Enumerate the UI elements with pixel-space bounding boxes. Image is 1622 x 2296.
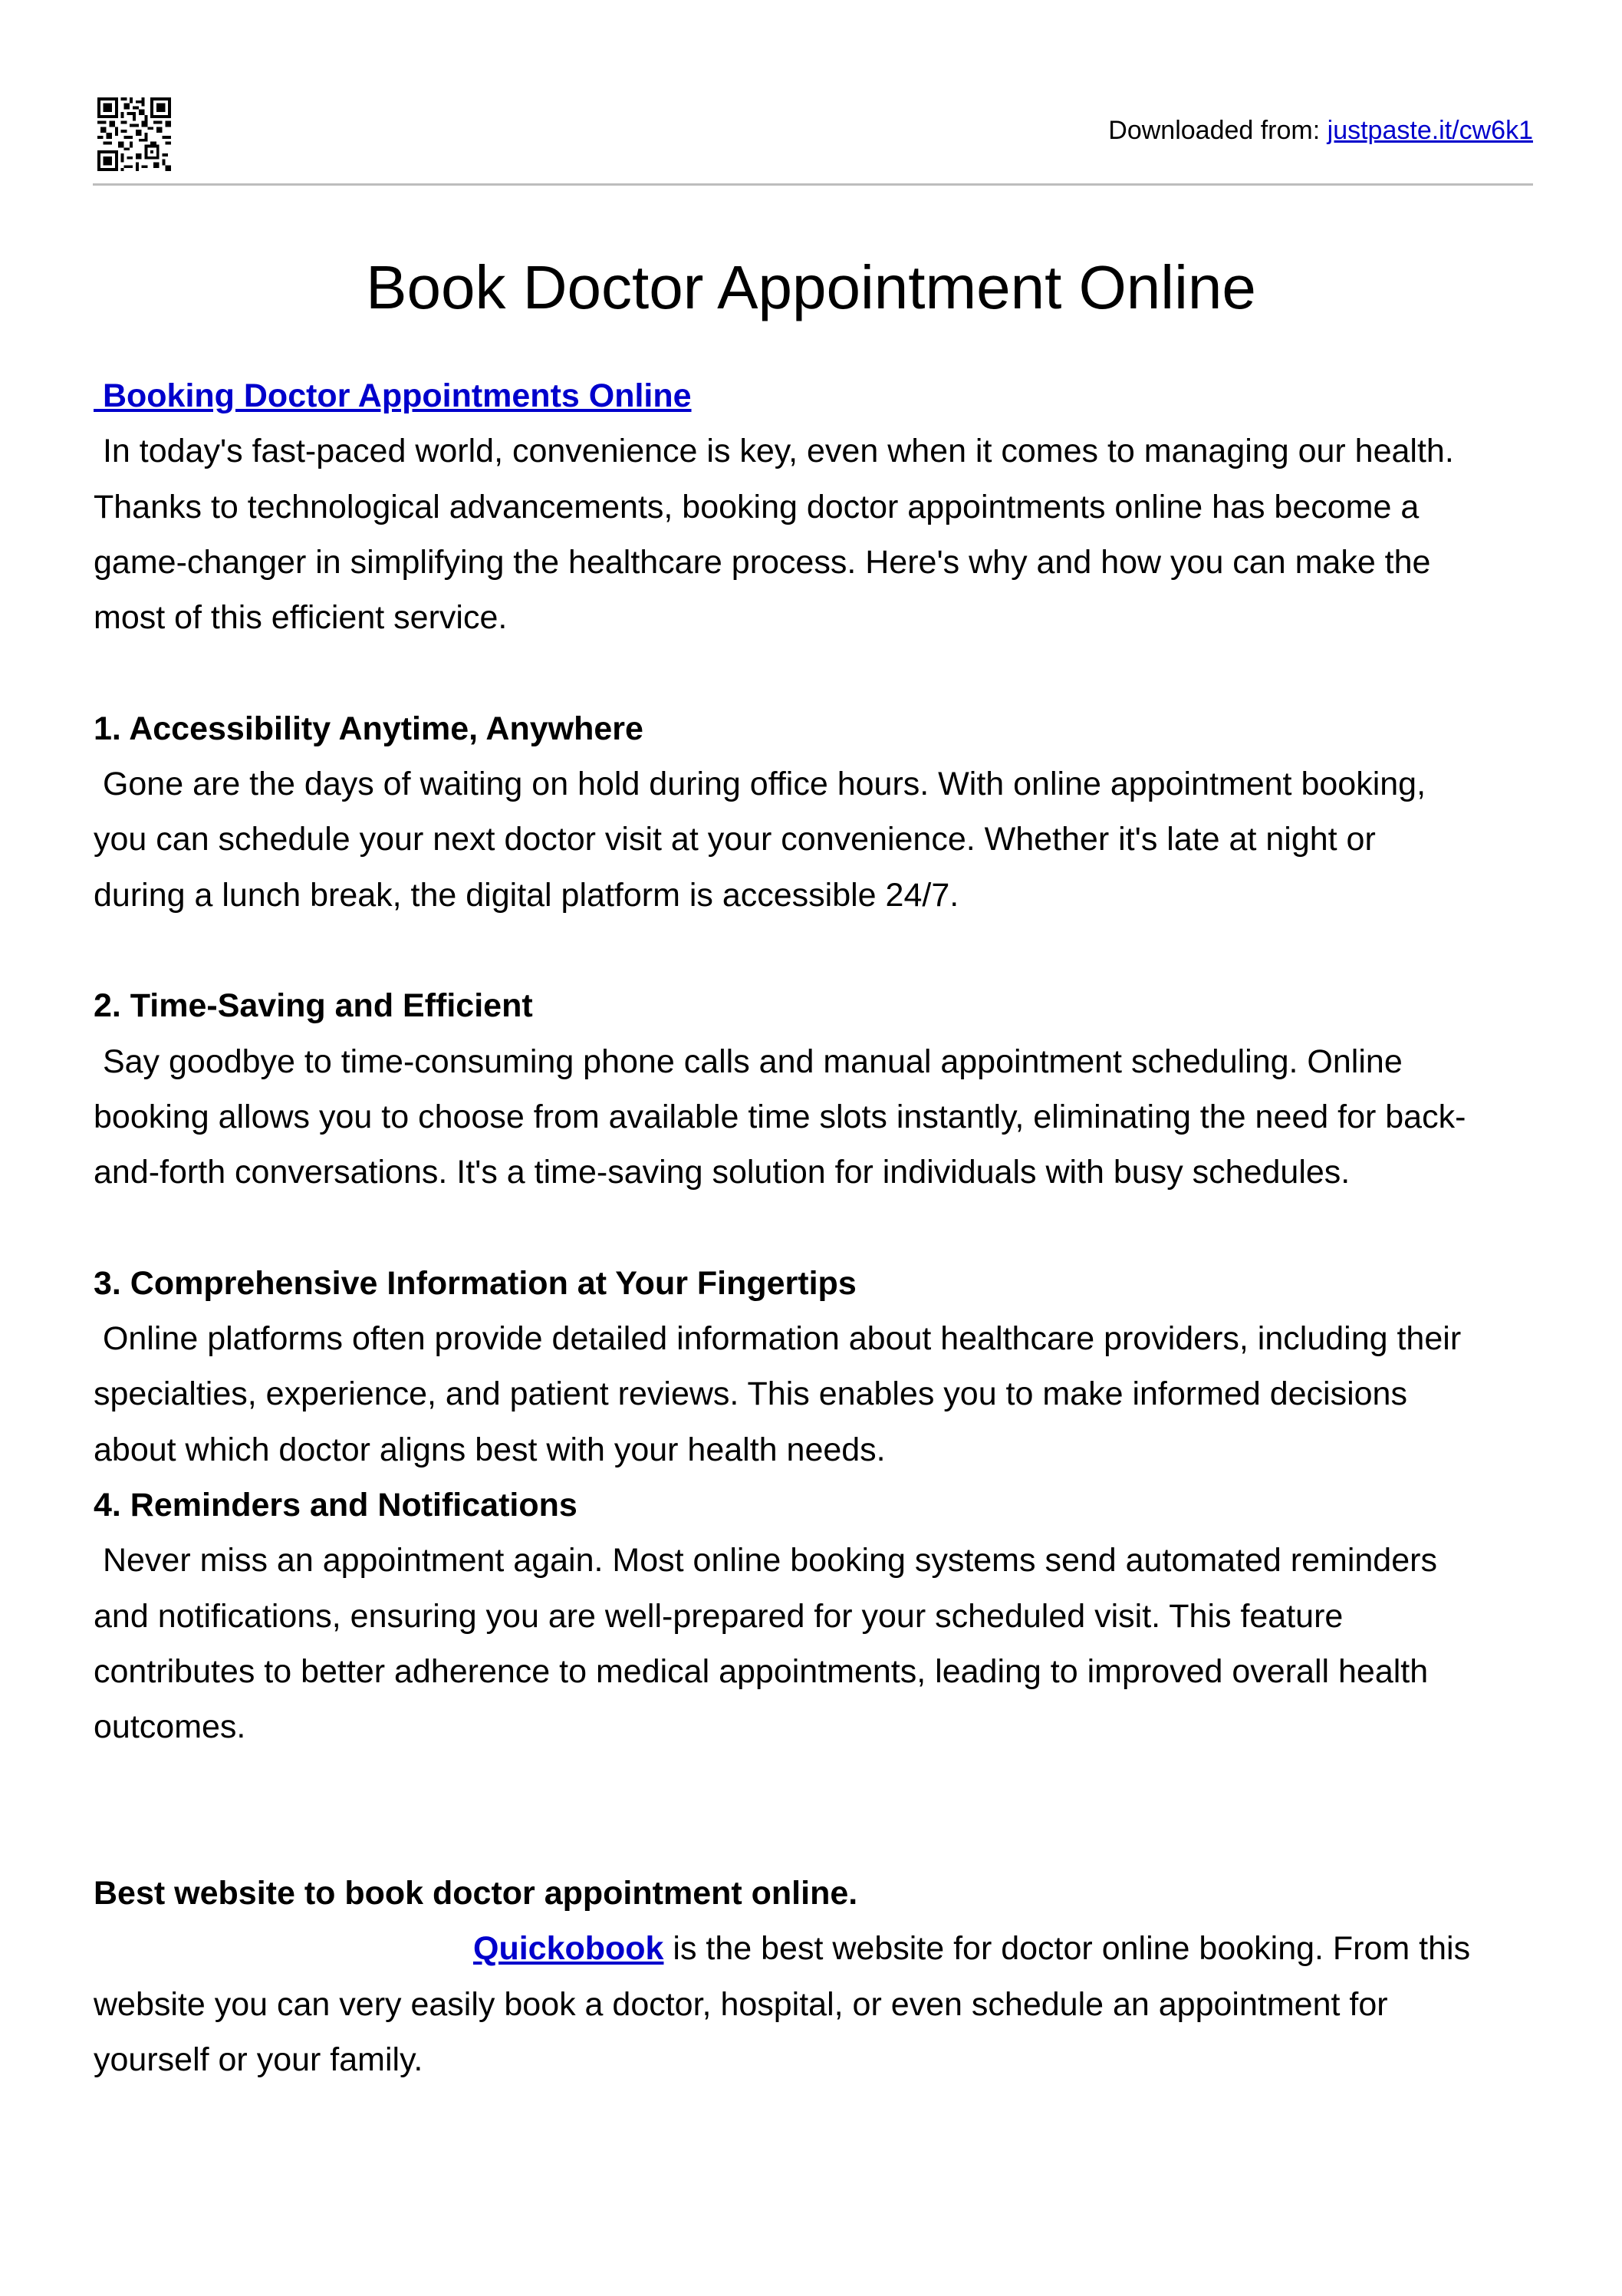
section-line: Online platforms often provide detailed information about healthcare providers, including their [94, 1320, 1462, 1358]
section-line: and notifications, ensuring you are well-prepared for your scheduled visit. This feature [94, 1597, 1344, 1635]
section-heading-reminders: 4. Reminders and Notifications [94, 1486, 577, 1524]
section-line: Never miss an appointment again. Most online booking systems send automated reminders [94, 1542, 1437, 1580]
header-divider [93, 183, 1533, 186]
best-website-line: website you can very easily book a doctor, hospital, or even schedule an appointment for [94, 1985, 1388, 2023]
section-line: outcomes. [94, 1708, 246, 1746]
intro-link[interactable]: Booking Doctor Appointments Online [94, 377, 692, 414]
source-attribution [1108, 115, 1533, 146]
spacer [94, 1810, 1535, 1866]
section-line: contributes to better adherence to medical appointments, leading to improved overall health [94, 1652, 1429, 1690]
section-heading-accessibility: 1. Accessibility Anytime, Anywhere [94, 710, 643, 747]
spacer [94, 923, 1535, 978]
page-header [93, 0, 1533, 187]
source-link[interactable]: justpaste.it/cw6k1 [1327, 116, 1533, 145]
best-website-line: yourself or your family. [94, 2041, 423, 2078]
section-heading-information: 3. Comprehensive Information at Your Fingertips [94, 1264, 857, 1302]
section-line: about which doctor aligns best with your health needs. [94, 1431, 886, 1468]
document-body [94, 368, 1535, 2087]
section-line: and-forth conversations. It's a time-saving solution for individuals with busy schedules. [94, 1154, 1351, 1191]
section-line: Say goodbye to time-consuming phone calls and manual appointment scheduling. Online [94, 1043, 1403, 1080]
intro-line: most of this efficient service. [94, 599, 508, 637]
section-line: during a lunch break, the digital platform is accessible 24/7. [94, 876, 959, 914]
intro-line: Thanks to technological advancements, booking doctor appointments online has become a [94, 488, 1420, 525]
qr-code-icon [97, 97, 171, 171]
section-line: booking allows you to choose from available time slots instantly, eliminating the need for back- [94, 1098, 1466, 1135]
intro-line: game-changer in simplifying the healthcare process. Here's why and how you can make the [94, 543, 1431, 581]
best-website-line [94, 1921, 1535, 1976]
section-line: specialties, experience, and patient reviews. This enables you to make informed decisions [94, 1375, 1407, 1413]
best-website-text: is the best website for doctor online booking. From this [663, 1930, 1471, 1968]
section-heading-time-saving: 2. Time-Saving and Efficient [94, 987, 533, 1025]
spacer [94, 1754, 1535, 1810]
source-label: Downloaded from: [1108, 116, 1328, 145]
section-line: you can schedule your next doctor visit at your convenience. Whether it's late at night or [94, 821, 1376, 858]
spacer [94, 1200, 1535, 1255]
section-line: Gone are the days of waiting on hold during office hours. With online appointment booking, [94, 766, 1426, 803]
quickobook-link[interactable]: Quickobook [473, 1930, 664, 1968]
intro-line: In today's fast-paced world, convenience is key, even when it comes to managing our health. [94, 433, 1454, 470]
page-title: Book Doctor Appointment Online [366, 253, 1256, 321]
spacer [94, 645, 1535, 700]
best-website-heading: Best website to book doctor appointment online. [94, 1875, 858, 1912]
